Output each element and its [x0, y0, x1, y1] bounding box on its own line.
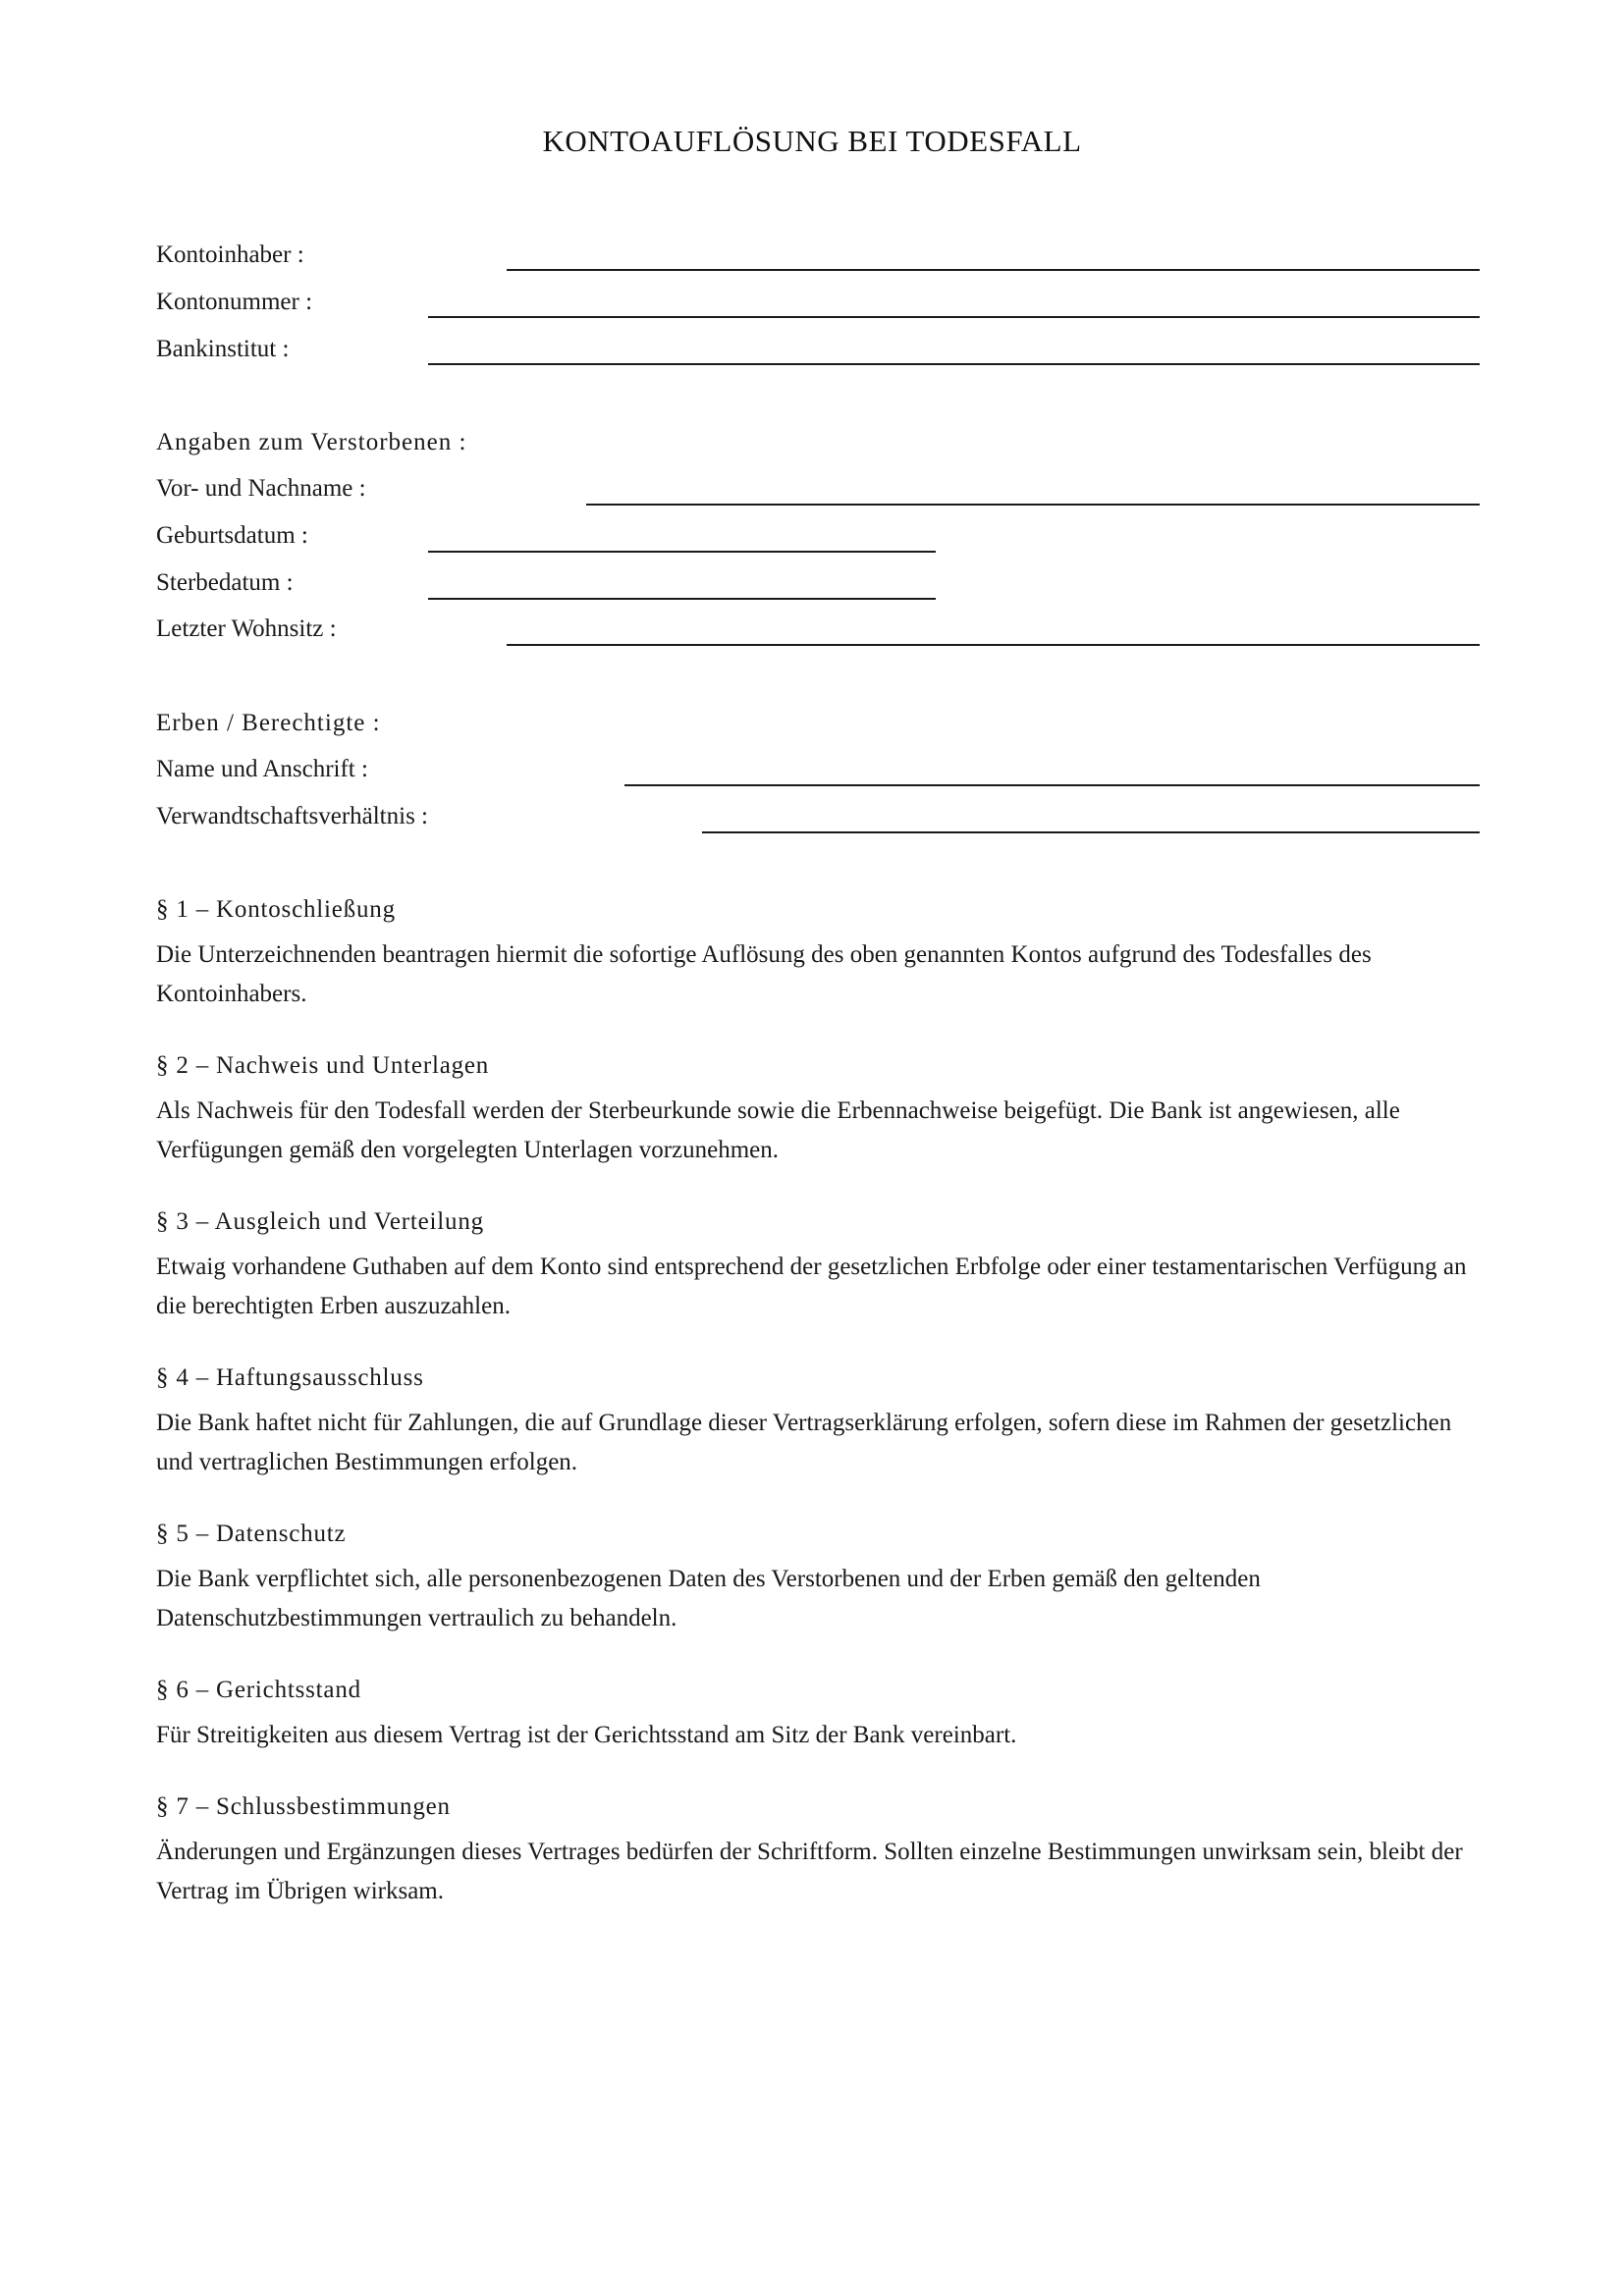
clause-1-heading: § 1 – Kontoschließung	[156, 896, 396, 923]
account-number-label: Kontonummer :	[156, 289, 313, 315]
heir-name-address-label: Name und Anschrift :	[156, 756, 368, 782]
page-title: KONTOAUFLÖSUNG BEI TODESFALL	[542, 124, 1082, 158]
deceased-name-field[interactable]	[586, 504, 1480, 506]
clause-4-heading: § 4 – Haftungsausschluss	[156, 1364, 424, 1391]
clause-4-text: Die Bank haftet nicht für Zahlungen, die auf Grundlage dieser Vertragserklärung erfolgen, sofern diese im Rahmen der gesetzlichen und vertraglichen Bestimmungen erfolgen.	[156, 1410, 1452, 1475]
clause-3-text: Etwaig vorhandene Guthaben auf dem Konto sind entsprechend der gesetzlichen Erbfolge oder einer testamentarischen Verfügung an die berechtigten Erben auszuzahlen.	[156, 1254, 1467, 1319]
clause-6-heading: § 6 – Gerichtsstand	[156, 1677, 361, 1703]
clause-7-heading: § 7 – Schlussbestimmungen	[156, 1793, 451, 1820]
birth-date-label: Geburtsdatum :	[156, 522, 308, 549]
clause-1-text: Die Unterzeichnenden beantragen hiermit die sofortige Auflösung des oben genannten Kontos aufgrund des Todesfalles des Kontoinhabers.	[156, 941, 1372, 1007]
clause-6-text: Für Streitigkeiten aus diesem Vertrag ist der Gerichtsstand am Sitz der Bank vereinbart.	[156, 1722, 1017, 1748]
deceased-section-label: Angaben zum Verstorbenen :	[156, 429, 467, 455]
relationship-label: Verwandtschaftsverhältnis :	[156, 803, 429, 829]
bank-institute-field[interactable]	[428, 363, 1480, 365]
clause-5-heading: § 5 – Datenschutz	[156, 1521, 347, 1547]
clause-2-heading: § 2 – Nachweis und Unterlagen	[156, 1052, 490, 1079]
birth-date-field[interactable]	[428, 551, 936, 553]
last-residence-label: Letzter Wohnsitz :	[156, 615, 337, 642]
account-number-field[interactable]	[428, 316, 1480, 318]
clause-5-text: Die Bank verpflichtet sich, alle personenbezogenen Daten des Verstorbenen und der Erben gemäß den geltenden Datenschutzbestimmungen vertraulich zu behandeln.	[156, 1566, 1261, 1631]
clause-7-text: Änderungen und Ergänzungen dieses Vertrages bedürfen der Schriftform. Sollten einzelne Bestimmungen unwirksam sein, bleibt der Vertrag im Übrigen wirksam.	[156, 1839, 1463, 1904]
clause-3-heading: § 3 – Ausgleich und Verteilung	[156, 1208, 484, 1235]
relationship-field[interactable]	[702, 831, 1480, 833]
account-holder-label: Kontoinhaber :	[156, 241, 304, 268]
heir-name-address-field[interactable]	[624, 784, 1480, 786]
death-date-label: Sterbedatum :	[156, 569, 294, 596]
death-date-field[interactable]	[428, 598, 936, 600]
deceased-name-label: Vor- und Nachname :	[156, 475, 366, 502]
last-residence-field[interactable]	[507, 644, 1480, 646]
account-holder-field[interactable]	[507, 269, 1480, 271]
clause-2-text: Als Nachweis für den Todesfall werden der Sterbeurkunde sowie die Erbennachweise beigefügt. Die Bank ist angewiesen, alle Verfügungen gemäß den vorgelegten Unterlagen vorzunehmen.	[156, 1097, 1400, 1163]
bank-institute-label: Bankinstitut :	[156, 336, 290, 362]
heirs-section-label: Erben / Berechtigte :	[156, 710, 381, 736]
